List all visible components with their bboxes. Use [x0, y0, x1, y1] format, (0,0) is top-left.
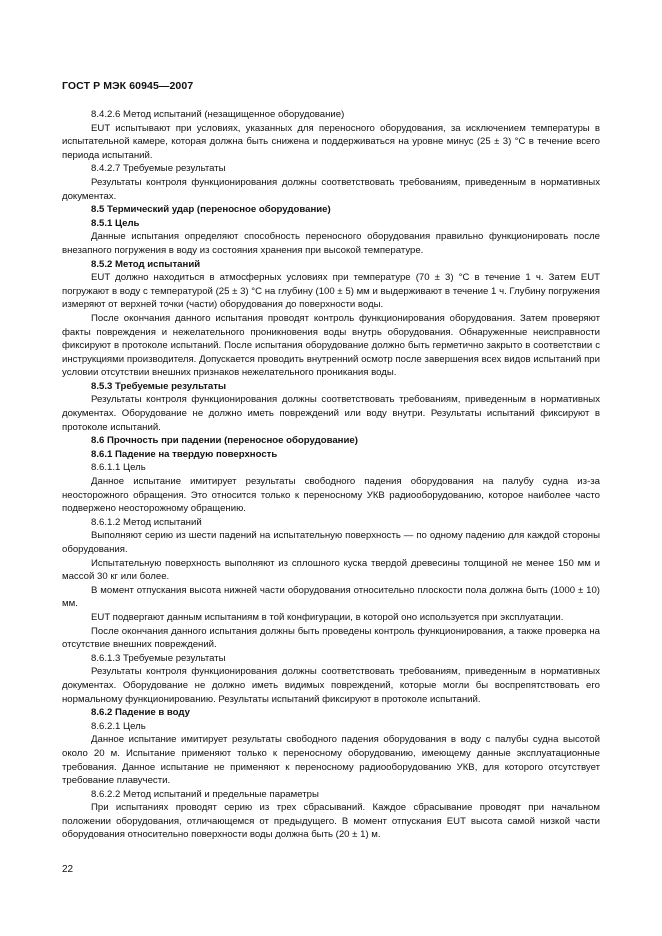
paragraph: 8.4.2.7 Требуемые результаты [91, 163, 226, 175]
page-number: 22 [62, 864, 74, 875]
paragraph: Результаты контроля функционирования должны соответствовать требованиям, приведенным в нормативных документах. [62, 176, 600, 202]
document-header: ГОСТ Р МЭК 60945—2007 [62, 80, 194, 92]
paragraph: 8.6.1.1 Цель [91, 462, 146, 474]
paragraph: Результаты контроля функционирования должны соответствовать требованиям, приведенным в нормативных документах. Оборудование не должно иметь повреждений или воду внутри. Результаты испытаний фиксируют в протоколе испытаний. [62, 394, 600, 433]
section-heading: 8.6.2 Падение в воду [91, 707, 190, 719]
section-heading: 8.5 Термический удар (переносное оборудование) [91, 204, 331, 216]
paragraph: 8.6.2.2 Метод испытаний и предельные параметры [91, 788, 319, 800]
paragraph: Испытательную поверхность выполняют из сплошного куска твердой древесины толщиной не менее 150 мм и массой 30 кг или более. [62, 557, 600, 583]
section-heading: 8.5.1 Цель [91, 217, 140, 229]
section-heading: 8.5.3 Требуемые результаты [91, 380, 227, 392]
paragraph: При испытаниях проводят серию из трех сбрасываний. Каждое сбрасывание проводят при начальном положении оборудования, отличающемся от предыдущего. В момент отпускания EUT высота самой низкой части оборудования относительно поверхности воды должна быть (20 ± 1) м. [62, 802, 600, 841]
section-heading: 8.6 Прочность при падении (переносное оборудование) [91, 435, 358, 447]
paragraph: EUT должно находиться в атмосферных условиях при температуре (70 ± 3) °С в течение 1 ч. Затем EUT погружают в воду с температурой (25 ± 3) °С на глубину (100 ± 5) мм и выдерживают в течение 1 ч. Глубину погружения измеряют от верхней точки (части) оборудования до поверхности воды. [62, 272, 600, 311]
section-heading: 8.6.1 Падение на твердую поверхность [91, 448, 278, 460]
paragraph: Данное испытание имитирует результаты свободного падения оборудования на палубу судна из-за неосторожного обращения. Это относится только к переносному УКВ радиооборудованию, которое наиболее часто подвержено неосторожному обращению. [62, 476, 600, 515]
paragraph: Данные испытания определяют способность переносного оборудования правильно функционировать после внезапного погружения в воду из состояния хранения при высокой температуре. [62, 231, 600, 256]
paragraph: После окончания данного испытания должны быть проведены контроль функционирования, а также проверка на отсутствие внешних повреждений. [62, 625, 600, 651]
paragraph: EUT подвергают данным испытаниям в той конфигурации, в которой оно используется при эксплуатации. [91, 611, 564, 623]
document-body [62, 108, 600, 842]
paragraph: Результаты контроля функционирования должны соответствовать требованиям, приведенным в нормативных документах. Оборудование не должно иметь видимых повреждений, которые могли бы воспрепятствовать его нормальному функционированию. Результаты испытаний фиксируют в протоколе испытаний. [62, 666, 600, 705]
paragraph: После окончания данного испытания проводят контроль функционирования оборудования. Затем проверяют факты повреждения и нежелательного проникновения воды внутрь оборудования. Обнаруженные неисправности фиксируют в протоколе испытаний. После испытания оборудование должно быть герметично закрыто в соответствии с инструкциями производителя. Допускается проводить внутренний осмотр после завершения всех видов испытаний при условии отсутствии внешних признаков нежелательного проникания воды. [62, 312, 600, 379]
paragraph: В момент отпускания высота нижней части оборудования относительно плоскости пола должна быть (1000 ± 10) мм. [62, 584, 600, 610]
section-heading: 8.5.2 Метод испытаний [91, 258, 201, 270]
paragraph: 8.6.2.1 Цель [91, 720, 146, 732]
paragraph: Данное испытание имитирует результаты свободного падения оборудования в воду с палубы судна высотой около 20 м. Испытание применяют только к переносному оборудованию, имеющему данные эксплуатационные требования. Данное испытание не применяют к переносному радиооборудованию УКВ, для которого отсутствует требование плавучести. [62, 734, 600, 787]
paragraph: Выполняют серию из шести падений на испытательную поверхность — по одному падению для каждой стороны оборудования. [62, 530, 600, 555]
paragraph: 8.6.1.3 Требуемые результаты [91, 652, 226, 664]
paragraph: 8.6.1.2 Метод испытаний [91, 516, 202, 528]
paragraph: 8.4.2.6 Метод испытаний (незащищенное оборудование) [91, 109, 345, 120]
paragraph: EUT испытывают при условиях, указанных для переносного оборудования, за исключением температуры в испытательной камере, которая должна быть снижена и поддерживаться на уровне минус (25 ± 3) °С в течение всего периода испытаний. [62, 122, 600, 161]
